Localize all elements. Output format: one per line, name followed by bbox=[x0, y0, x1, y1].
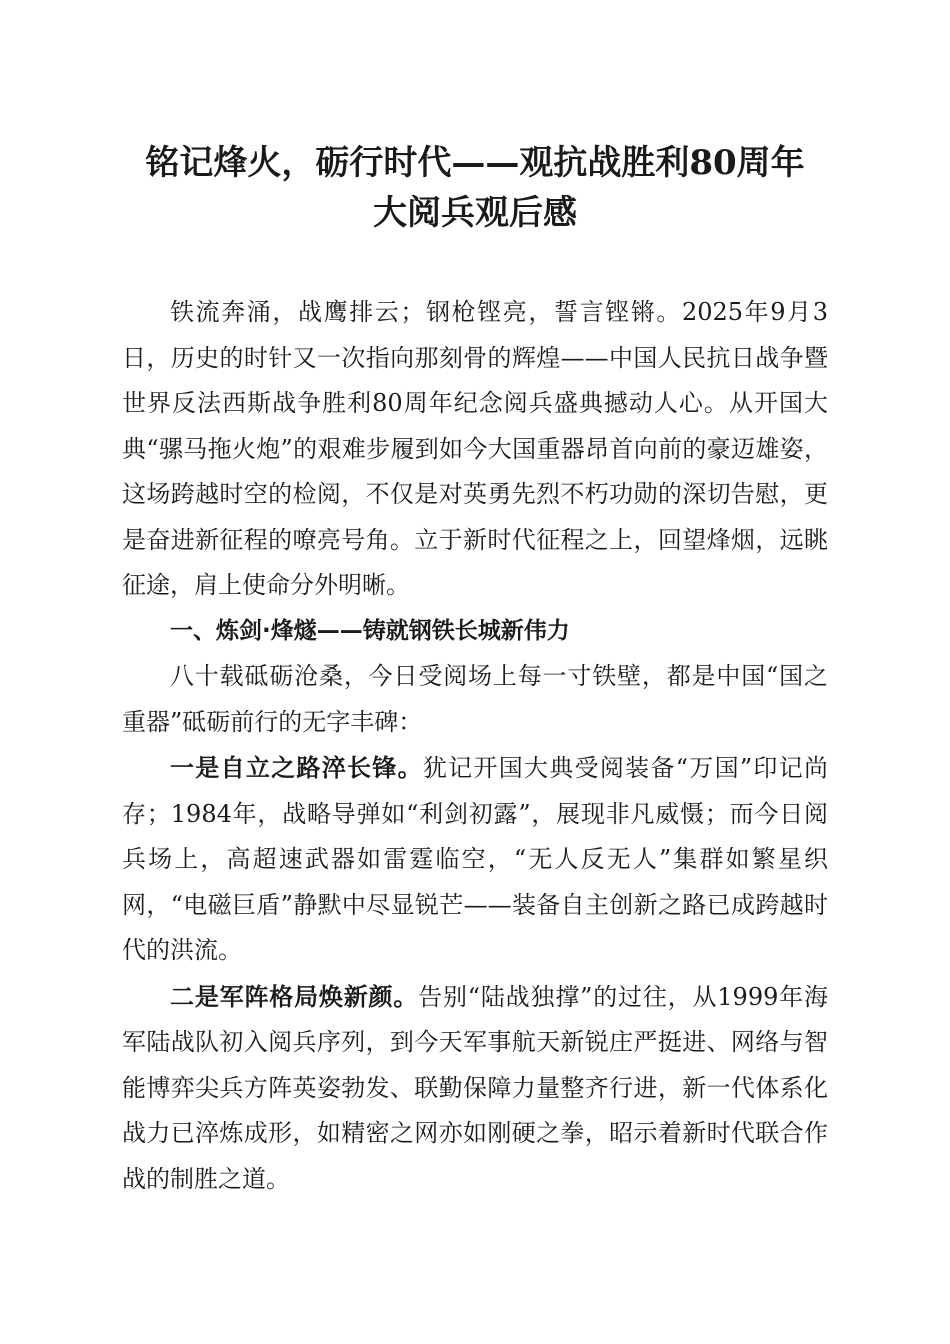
point-1-text: 犹记开国大典受阅装备“万国”印记尚存；1984年，战略导弹如“利剑初露”，展现非凡威慑；而今日阅兵场上，高超速武器如雷霆临空，“无人反无人”集群如繁星织网，“电磁巨盾”静默中尽显锐芒——装备自主创新之路已成跨越时代的洪流。 bbox=[122, 754, 828, 964]
section1-intro-paragraph: 八十载砥砺沧桑，今日受阅场上每一寸铁壁，都是中国“国之重器”砥砺前行的无字丰碑： bbox=[122, 662, 828, 736]
title-line-1: 铭记烽火，砺行时代——观抗战胜利80周年 bbox=[145, 143, 805, 183]
point-2-paragraph bbox=[122, 974, 828, 1203]
point-1-lead: 一是自立之路淬长锋。 bbox=[170, 753, 423, 782]
document-title bbox=[106, 138, 844, 238]
point-2-lead: 二是军阵格局焕新颜。 bbox=[170, 981, 419, 1011]
intro-paragraph: 铁流奔涌，战鹰排云；钢枪铿亮，誓言铿锵。2025年9月3日，历史的时针又一次指向那刻骨的辉煌——中国人民抗日战争暨世界反法西斯战争胜利80周年纪念阅兵盛典撼动人心。从开国大典“骡马拖火炮”的艰难步履到如今大国重器昂首向前的豪迈雄姿，这场跨越时空的检阅，不仅是对英勇先烈不朽功勋的深切告慰，更是奋进新征程的嘹亮号角。立于新时代征程之上，回望烽烟，远眺征途，肩上使命分外明晰。 bbox=[122, 298, 828, 599]
point-1-paragraph bbox=[122, 745, 828, 974]
title-line-2: 大阅兵观后感 bbox=[373, 193, 577, 233]
point-2-text: 告别“陆战独撑”的过往，从1999年海军陆战队初入阅兵序列，到今天军事航天新锐庄严挺进、网络与智能博弈尖兵方阵英姿勃发、联勤保障力量整齐行进，新一代体系化战力已淬炼成形，如精密之网亦如刚硬之拳，昭示着新时代联合作战的制胜之道。 bbox=[122, 982, 828, 1193]
section-heading-1: 一、炼剑·烽燧——铸就钢铁长城新伟力 bbox=[170, 617, 570, 644]
document-body bbox=[122, 290, 828, 1202]
